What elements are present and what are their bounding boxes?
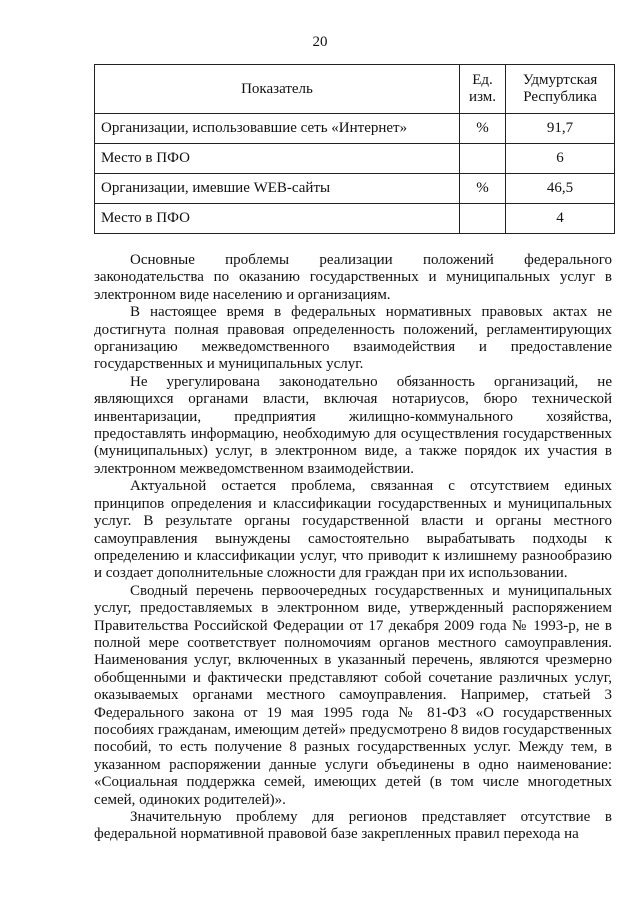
cell-indicator: Место в ПФО [95, 144, 460, 174]
table-row [95, 204, 615, 234]
cell-indicator: Место в ПФО [95, 204, 460, 234]
page-number: 20 [312, 34, 328, 50]
paragraph: Основные проблемы реализации положений федерального законодательства по оказанию государственных и муниципальных услуг в электронном виде населению и организациям. [94, 252, 612, 303]
cell-unit [460, 144, 506, 174]
paragraph: Не урегулирована законодательно обязанность организаций, не являющихся органами власти, включая нотариусов, бюро технической инвентаризации, предприятия жилищно-коммунального хозяйства, предоставлять информацию, необходимую для осуществления государственных (муниципальных) услуг, в электронном виде, а также порядок их участия в электронном межведомственном взаимодействии. [94, 373, 612, 477]
header-region: Удмуртская Республика [506, 65, 615, 114]
table-row [95, 174, 615, 204]
paragraph: Значительную проблему для регионов представляет отсутствие в федеральной нормативной правовой базе закрепленных правил перехода на [94, 809, 612, 843]
cell-value: 4 [506, 204, 615, 234]
cell-unit: % [460, 174, 506, 204]
table-row [95, 144, 615, 174]
paragraph: В настоящее время в федеральных нормативных правовых актах не достигнута полная правовая определенность положений, регламентирующих организацию межведомственного взаимодействия и предоставление государственных и муниципальных услуг. [94, 304, 612, 373]
cell-unit: % [460, 114, 506, 144]
header-unit: Ед. изм. [460, 65, 506, 114]
cell-unit [460, 204, 506, 234]
header-indicator: Показатель [95, 65, 460, 114]
cell-value: 91,7 [506, 114, 615, 144]
paragraph: Актуальной остается проблема, связанная с отсутствием единых принципов определения и классификации государственных и муниципальных услуг. В результате органы государственной власти и органы местного самоуправления вынуждены самостоятельно вырабатывать подходы к определению и классификации услуг, что приводит к излишнему разнообразию и создает дополнительные сложности для граждан при их использовании. [94, 478, 612, 582]
table-header-row [95, 65, 615, 114]
body-text [94, 252, 612, 844]
indicators-table [94, 64, 615, 234]
cell-value: 46,5 [506, 174, 615, 204]
table-row [95, 114, 615, 144]
cell-indicator: Организации, имевшие WEB-сайты [95, 174, 460, 204]
cell-value: 6 [506, 144, 615, 174]
cell-indicator: Организации, использовавшие сеть «Интернет» [95, 114, 460, 144]
paragraph: Сводный перечень первоочередных государственных и муниципальных услуг, предоставляемых в электронном виде, утвержденный распоряжением Правительства Российской Федерации от 17 декабря 2009 года № 1993-р, не в полной мере соответствует полномочиям органов местного самоуправления. Наименования услуг, включенных в указанный перечень, являются чрезмерно обобщенными и фактически представляют собой сочетание различных услуг, оказываемых органами местного самоуправления. Например, статьей 3 Федерального закона от 19 мая 1995 года № 81-ФЗ «О государственных пособиях гражданам, имеющим детей» предусмотрено 8 видов государственных пособий, то есть получение 8 разных государственных услуг. Между тем, в указанном распоряжении данные услуги объединены в одно наименование: «Социальная поддержка семей, имеющих детей (в том числе многодетных семей, одиноких родителей)». [94, 582, 612, 808]
